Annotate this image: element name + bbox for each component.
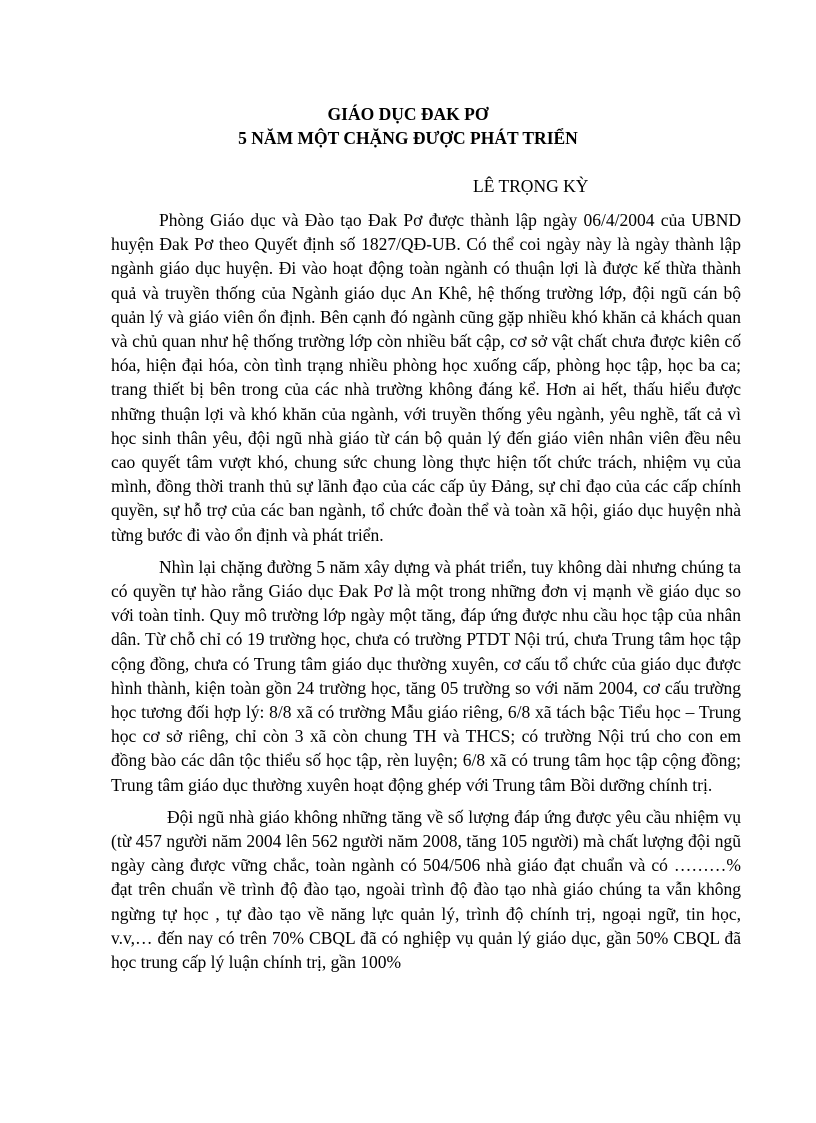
paragraph: Đội ngũ nhà giáo không những tăng về số lượng đáp ứng được yêu cầu nhiệm vụ (từ 457 người năm 2004 lên 562 người năm 2008, tăng 105 người) mà chất lượng đội ngũ ngày càng được vững chắc, toàn ngành có 504/506 nhà giáo đạt chuẩn và có ………% đạt trên chuẩn về trình độ đào tạo, ngoài trình độ đào tạo nhà giáo chúng ta vẫn không ngừng tự học , tự đào tạo về năng lực quản lý, trình độ chính trị, ngoại ngữ, tin học, v.v,… đến nay có trên 70% CBQL đã có nghiệp vụ quản lý giáo dục, gần 50% CBQL đã học trung cấp lý luận chính trị, gần 100% [111, 806, 741, 973]
paragraph: Nhìn lại chặng đường 5 năm xây dựng và phát triển, tuy không dài nhưng chúng ta có quyền tự hào rằng Giáo dục Đak Pơ là một trong những đơn vị mạnh về giáo dục so với toàn tỉnh. Quy mô trường lớp ngày một tăng, đáp ứng được nhu cầu học tập của nhân dân. Từ chỗ chỉ có 19 trường học, chưa có trường PTDT Nội trú, chưa Trung tâm học tập cộng đồng, chưa có Trung tâm giáo dục thường xuyên, cơ cấu tổ chức của giáo dục được hình thành, kiện toàn gồn 24 trường học, tăng 05 trường so với năm 2004, cơ cấu trường học tương đối hợp lý: 8/8 xã có trường Mẫu giáo riêng, 6/8 xã tách bậc Tiểu học – Trung học cơ sở riêng, chỉ còn 3 xã còn chung TH và THCS; có trường Nội trú cho con em đồng bào các dân tộc thiểu số học tập, rèn luyện; 6/8 xã có trung tâm học tập cộng đồng; Trung tâm giáo dục thường xuyên hoạt động ghép với Trung tâm Bồi dưỡng chính trị. [111, 556, 741, 795]
article-body [111, 208, 741, 982]
document-subtitle: 5 NĂM MỘT CHẶNG ĐƯỢC PHÁT TRIỂN [238, 128, 578, 148]
document-title: GIÁO DỤC ĐAK PƠ [327, 104, 489, 124]
author-name: LÊ TRỌNG KỲ [473, 176, 589, 196]
paragraph: Phòng Giáo dục và Đào tạo Đak Pơ được thành lập ngày 06/4/2004 của UBND huyện Đak Pơ theo Quyết định số 1827/QĐ-UB. Có thể coi ngày này là ngày thành lập ngành giáo dục huyện. Đi vào hoạt động toàn ngành có thuận lợi là được kế thừa thành quả và truyền thống của Ngành giáo dục An Khê, hệ thống trường lớp, đội ngũ cán bộ quản lý và giáo viên ổn định. Bên cạnh đó ngành cũng gặp nhiều khó khăn cả khách quan và chủ quan như hệ thống trường lớp còn nhiều bất cập, cơ sở vật chất chưa được kiên cố hóa, hiện đại hóa, còn tình trạng nhiều phòng học xuống cấp, phòng học tập, học ba ca; trang thiết bị bên trong của các nhà trường không đáng kể. Hơn ai hết, thấu hiểu được những thuận lợi và khó khăn của ngành, với truyền thống yêu ngành, yêu nghề, tất cả vì học sinh thân yêu, đội ngũ nhà giáo từ cán bộ quản lý đến giáo viên nhân viên đều nêu cao quyết tâm vượt khó, chung sức chung lòng thực hiện tốt chức trách, nhiệm vụ của mình, đồng thời tranh thủ sự lãnh đạo của các cấp ủy Đảng, sự chỉ đạo của các cấp chính quyền, sự hỗ trợ của các ban ngành, tổ chức đoàn thể và toàn xã hội, giáo dục huyện nhà từng bước đi vào ổn định và phát triển. [111, 210, 741, 545]
